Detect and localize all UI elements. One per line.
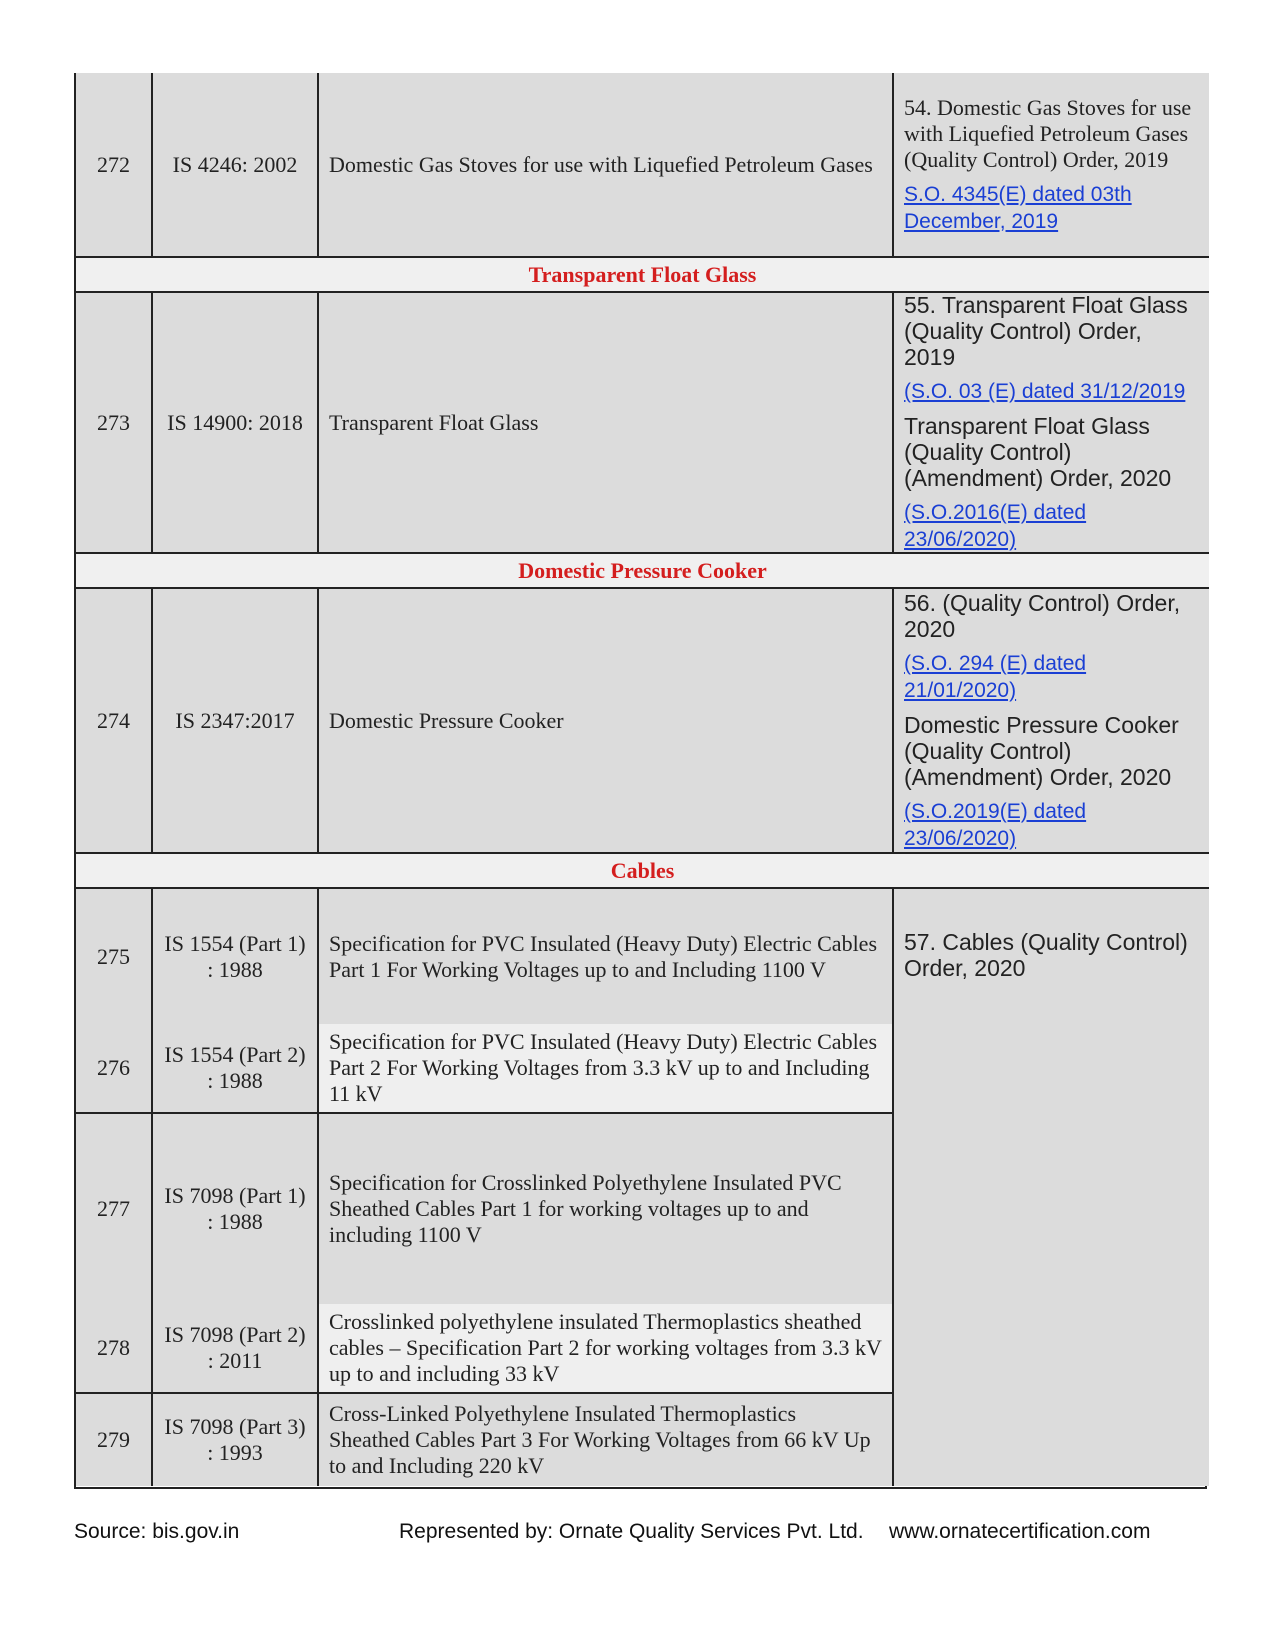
order-cell	[894, 293, 1209, 554]
footer-represented-by: Represented by: Ornate Quality Services Pvt. Ltd.	[399, 1520, 864, 1543]
section-header-float-glass: Transparent Float Glass	[76, 258, 1209, 293]
order-notification-link[interactable]: S.O. 4345(E) dated 03th December, 2019	[904, 182, 1132, 233]
sl-number: 279	[76, 1394, 153, 1486]
order-notification-link[interactable]: (S.O. 03 (E) dated 31/12/2019	[904, 380, 1186, 403]
amendment-notification-link[interactable]: (S.O.2016(E) dated 23/06/2020)	[904, 501, 1087, 551]
order-title: 54. Domestic Gas Stoves for use with Liquefied Petroleum Gases (Quality Control) Order, 2019	[904, 94, 1192, 172]
product-description: Specification for PVC Insulated (Heavy Duty) Electric Cables Part 2 For Working Voltages from 3.3 kV up to and Including 11 kV	[319, 1024, 894, 1114]
sl-number: 276	[76, 1024, 153, 1114]
sl-number: 274	[76, 589, 153, 854]
section-header-cables: Cables	[76, 854, 1209, 889]
order-cell-cables	[894, 889, 1209, 1486]
order-title: 56. (Quality Control) Order, 2020	[904, 589, 1181, 642]
sl-number: 272	[76, 73, 153, 258]
standard-number: IS 2347:2017	[153, 589, 319, 854]
standard-number: IS 7098 (Part 1) : 1988	[153, 1114, 319, 1304]
sl-number: 275	[76, 889, 153, 1024]
product-description: Crosslinked polyethylene insulated Thermoplastics sheathed cables – Specification Part 2 for working voltages from 3.3 kV up to and including 33 kV	[319, 1304, 894, 1394]
order-title: 55. Transparent Float Glass (Quality Control) Order, 2019	[904, 292, 1188, 370]
product-description: Specification for Crosslinked Polyethylene Insulated PVC Sheathed Cables Part 1 for working voltages up to and including 1100 V	[319, 1114, 894, 1304]
product-description: Domestic Gas Stoves for use with Liquefied Petroleum Gases	[319, 73, 894, 258]
amendment-notification-link[interactable]: (S.O.2019(E) dated 23/06/2020)	[904, 799, 1087, 850]
product-description: Transparent Float Glass	[319, 293, 894, 554]
sl-number: 277	[76, 1114, 153, 1304]
page-footer	[74, 1520, 1184, 1550]
order-cell	[894, 589, 1209, 854]
standard-number: IS 14900: 2018	[153, 293, 319, 554]
order-title: 57. Cables (Quality Control) Order, 2020	[904, 929, 1188, 981]
footer-website[interactable]: www.ornatecertification.com	[889, 1520, 1151, 1543]
standard-number: IS 7098 (Part 3) : 1993	[153, 1394, 319, 1486]
section-header-pressure-cooker: Domestic Pressure Cooker	[76, 554, 1209, 589]
product-description: Specification for PVC Insulated (Heavy Duty) Electric Cables Part 1 For Working Voltages up to and Including 1100 V	[319, 889, 894, 1024]
standard-number: IS 1554 (Part 2) : 1988	[153, 1024, 319, 1114]
amendment-title: Transparent Float Glass (Quality Control) (Amendment) Order, 2020	[904, 413, 1172, 491]
sl-number: 273	[76, 293, 153, 554]
standard-number: IS 7098 (Part 2) : 2011	[153, 1304, 319, 1394]
qco-table	[74, 73, 1207, 1489]
order-notification-link[interactable]: (S.O. 294 (E) dated 21/01/2020)	[904, 651, 1087, 702]
amendment-title: Domestic Pressure Cooker (Quality Control) (Amendment) Order, 2020	[904, 711, 1179, 790]
product-description: Domestic Pressure Cooker	[319, 589, 894, 854]
product-description: Cross-Linked Polyethylene Insulated Thermoplastics Sheathed Cables Part 3 For Working Voltages from 66 kV Up to and Including 220 kV	[319, 1394, 894, 1486]
standard-number: IS 4246: 2002	[153, 73, 319, 258]
order-cell	[894, 73, 1209, 258]
sl-number: 278	[76, 1304, 153, 1394]
footer-source: Source: bis.gov.in	[74, 1520, 240, 1543]
standard-number: IS 1554 (Part 1) : 1988	[153, 889, 319, 1024]
